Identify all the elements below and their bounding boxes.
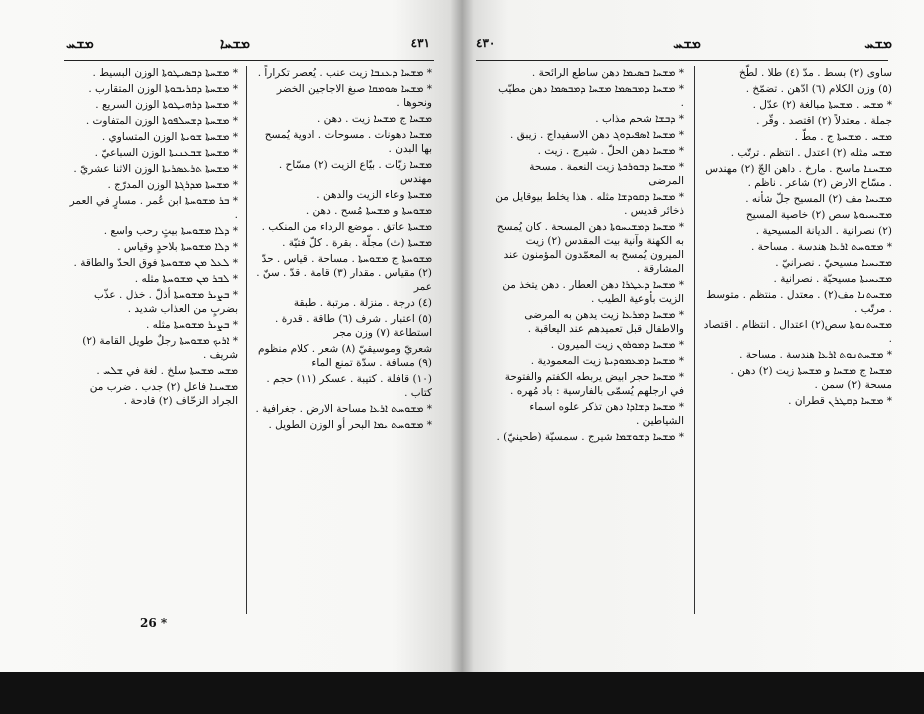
right-header-center-word: ܡܫܚ — [673, 36, 701, 52]
entry: * ܡܫܚ . ܡܫܚܬܐ مبالغة (٢) عدّل . — [752, 99, 892, 111]
entry: ܡܫܚܐ ج ܡܫܚܐ و ܡܫܚܬܐ زيت (٢) دهن . مسحة (٢) سمن . — [730, 365, 892, 391]
entry: * ܕܠܐ ܡܫܘܚܬܐ بلاحدٍ وقياس . — [117, 241, 238, 253]
entry: ܡܫܚܬܢܐ مف(٢) . معتدل . منتظم . متوسط . مرتّب . — [706, 289, 892, 315]
entry: * ܡܫܚܐ ܣܘܡܩܐ صبغ الاجاجين الخضر ونحوها . — [276, 83, 432, 109]
entry: * ܡܫܚܐ ܕܡܒܣܡܐ ܡܫܚܐ ܕܡܒܣܡܐ دهن مطيّب . — [498, 83, 684, 109]
entry: * ܡܫܚܐ ܕܥܢܒܐ زيت عنب . يُعصر تكراراً . — [257, 67, 432, 79]
entry: * ܒܨܝܪ ܡܫܘܚܬܐ أذلّ . خذل . عذّب بضربٍ من العذاب شديد . — [94, 289, 238, 315]
entry: * ܡܫܚܐ ܕܡܘܪܘܢ زيت الميرون . — [550, 339, 684, 351]
scan-bottom-border — [0, 672, 924, 714]
entry: ܡܫܚ ܡܫܚܬܐ سلخ . لغة في ܫܠܚ . — [96, 365, 238, 377]
entry: ܡܫܝܚܝܐ مسيحيّ . نصرانيّ . — [775, 257, 892, 269]
entry: * ܕܒܫܐ شحم مذاب . — [595, 113, 684, 125]
entry: ܡܫܚܬܐ وعاء الزيت والدهن . — [316, 189, 432, 201]
right-header-rule — [476, 60, 888, 61]
entry: * ܡܫܚܬܐ ܫܘܝܬܐ الوزن المتساوي . — [101, 131, 238, 143]
entry: (٤) درجة . منزلة . مرتبة . طبقة — [293, 297, 432, 309]
entry: ܡܫܘܚܬܐ و ܡܫܚܬܐ مُسح . دهن . — [305, 205, 432, 217]
entry: * ܡܫܘܚܬ ܝܡܐ البحر أو الوزن الطويل . — [268, 419, 432, 431]
entry: * ܒܨܝܪ ܡܫܘܚܬܐ مثله . — [146, 319, 238, 331]
right-column-a — [492, 66, 684, 446]
left-page-number: ٤٣١ — [410, 36, 430, 50]
entry: (١٠) قافلة . كتيبة . عسكر (١١) حجم . كتاب . — [266, 373, 432, 399]
entry: ܡܫܘܚܬܐ ج ܡܫܘܚܬܐ . مساحة . قياس . حدّ (٢) مقياس . مقدار (٣) قامة . قدّ . سنّ . عمر — [256, 253, 432, 293]
entry: * ܡܫܚܐ ܕܫܘܫܡܐ شيرج . سمسيّة (طحينيّ) . — [496, 431, 684, 443]
left-header-word: ܡܫܚ — [66, 36, 94, 52]
left-column-divider — [246, 66, 247, 614]
entry: * ܡܫܚܐ ܕܥܛܪܐ دهن العطار . دهن يتخذ من الزيت بأوعية الطيب . — [502, 279, 684, 305]
entry: * ܡܫܚܐ ܕܒܘܪܟܬܐ زيت النعمة . مسحة المرضى — [529, 161, 684, 187]
entry: ܡܫܚܐ ج ܡܫܚܐ زيت . دهن . — [316, 113, 432, 125]
entry: ܡܫܚܬܐ (ث) مجلّة . بقرة . كلّ فتيّة . — [282, 237, 432, 249]
entry: ܡܫܚ مثله (٢) اعتدل . انتظم . ترتّب . — [730, 147, 892, 159]
entry: * ܕܠܐ ܡܫܘܚܬܐ بيتٍ رحب واسع . — [103, 225, 238, 237]
entry: (٥) اعتبار . شرف (٦) طاقة . قدرة . استطاعة (٧) وزن مجر — [275, 313, 432, 339]
left-page-footer: 26 * — [140, 616, 168, 630]
entry: شعريّ وموسيقيّ (٨) شعر . كلام منظوم (٩) مسافة . سدّة تمنع الماء — [258, 343, 432, 369]
entry: * ܡܫܚܐ ܕܡܫܝܚܘܬܐ دهن المسحة . كان يُمسح به الكهنة وآنية بيت المقدس (٢) زيت الميرون يُمسح به المعمّدون المؤمنون عند المشارقة . — [496, 221, 684, 275]
entry: ܡܫܝܚܝܘܬܐ سص (٢) خاصية المسيح — [745, 209, 892, 221]
entry: * ܡܫܚܬܐ ܕܒܣܝܛܘܬܐ الوزن البسيط . — [92, 67, 238, 79]
entry: * ܡܫܚܬܐ ܬܪܥܣܪܝܬܐ الوزن الاثنا عشريّ . — [73, 163, 238, 175]
entry: * ܡܫܚܐ ܕܡܥܡܘܕܝܬܐ زيت المعمودية . — [530, 355, 684, 367]
entry: * ܐܪܝܟ ܡܫܘܚܬܐ رجلٌ طويل القامة (٢) شريف . — [82, 335, 238, 361]
entry: * ܡܫܚܐ ܕܩܛܪܢ قطران . — [788, 395, 892, 407]
entry: * ܡܫܘܚܬ ܐܪܥܐ مساحة الارض . جغرافية . — [255, 403, 432, 415]
entry: ܡܫܚ . ܡܫܚܬܐ ج . مطّ . — [794, 131, 892, 143]
entry: * ܡܫܚܐ ܕܩܘܕܫܐ مثله . هذا يخلط بيوقايل من ذخائر قديس . — [495, 191, 684, 217]
entry: (٥) وزن الكلام (٦) ادّهن . تضمّخ . — [745, 83, 892, 95]
entry: * ܡܫܚܐ ܕܡܪܥܐ زيت يدهن به المرضى والاطفال قبل تعميدهم عند اليعاقبة . — [524, 309, 684, 335]
right-column-divider — [694, 66, 695, 614]
book-gutter-shadow — [450, 0, 474, 672]
entry: * ܡܫܚܬܐ ܕܪܗܝܛܘܬܐ الوزن السريع . — [95, 99, 238, 111]
entry: * ܡܫܚܬܐ ܕܫܚܠܦܘܬܐ الوزن المتفاوت . — [85, 115, 238, 127]
left-header-rule — [64, 60, 434, 61]
entry: ܡܫܝܚܐ مف (٢) المسيح جلّ شأنه . — [745, 193, 892, 205]
entry: * ܡܫܚܬܐ ܕܩܪܝܒܘܬܐ الوزن المتقارب . — [88, 83, 238, 95]
entry: ܡܫܚܬܐ عاتق . موضع الرداء من المنكب . — [261, 221, 432, 233]
right-page — [462, 0, 924, 672]
entry: * ܡܫܚܬܐ ܡܕܪܓܬܐ الوزن المدرّج . — [107, 179, 238, 191]
entry: ܡܫܚܐ دهونات . مسوحات . ادوية يُمسح بها البدن . — [264, 129, 432, 155]
entry: * ܡܫܚܐ ܒܣܝܡܐ دهن ساطع الرائحة . — [531, 67, 684, 79]
entry: * ܡܫܚܐ ܐܣܦܝܕܘܓ دهن الاسفيداج . زيبق . — [510, 129, 684, 141]
left-column-b — [252, 66, 432, 434]
right-page-number: ٤٣٠ — [476, 36, 496, 50]
entry: * ܡܫܚܬܢܘܬ ܐܪܥܐ هندسة . مساحة . — [739, 349, 892, 361]
entry: * ܡܫܚܐ دهن الحلّ . شيرج . زيت . — [537, 145, 684, 157]
entry: * ܡܫܚܐ ܕܫܐܕܐ دهن تذكر علوه اسماء الشياطين . — [529, 401, 684, 427]
entry: * ܡܫܚܐ حجر ابيض يربطه الكفتم والفتوحة في ارجلهم يُسمّى بالفارسية : باد مُهره . — [504, 371, 684, 397]
entry: ܡܫܚܬܢܘܬܐ سص(٢) اعتدال . انتظام . اقتصاد . — [703, 319, 892, 345]
left-page — [0, 0, 462, 672]
entry: * ܒܪ ܡܫܘܚܬܐ ابن عُمر . مسارٍ في العمر . — [69, 195, 238, 221]
left-header-center-word: ܡܫܚܐ — [219, 36, 251, 52]
left-column-a — [64, 66, 238, 410]
entry: ܡܫܚܐ زيّات . بيّاع الزيت (٢) مسّاح . مهندس — [278, 159, 432, 185]
right-header-word: ܡܫܚ — [864, 36, 892, 52]
entry: * ܠܒܪ ܡܢ ܡܫܘܚܬܐ مثله . — [134, 273, 238, 285]
entry: * ܡܫܘܚܬ ܐܪܥܐ هندسة . مساحة . — [750, 241, 892, 253]
entry: جملة . معتدلاً (٢) اقتصد . وقّر . — [756, 115, 892, 127]
right-column-b — [702, 66, 892, 410]
entry: ܡܫܚܢܐ فاعل (٢) جدب . ضرب من الجراد الزحّاف (٢) قادحة . — [89, 381, 238, 407]
entry: ܡܫܚܢܐ ماسح . مارخ . داهن الجّ (٢) مهندس . مسّاح الارض (٢) شاعر . ناظم . — [705, 163, 892, 189]
entry: (٢) نصرانية . الديانة المسيحية . — [755, 225, 892, 237]
entry: * ܠܥܠ ܡܢ ܡܫܘܚܬܐ فوق الحدّ والطاقة . — [73, 257, 238, 269]
entry: ܡܫܝܚܝܬܐ مسيحيّة . نصرانية . — [773, 273, 892, 285]
entry: ساوى (٢) بسط . مدّ (٤) طلا . لطّخ — [739, 67, 892, 79]
entry: * ܡܫܚܬܐ ܫܒܥܢܝܬܐ الوزن السباعيّ . — [94, 147, 238, 159]
